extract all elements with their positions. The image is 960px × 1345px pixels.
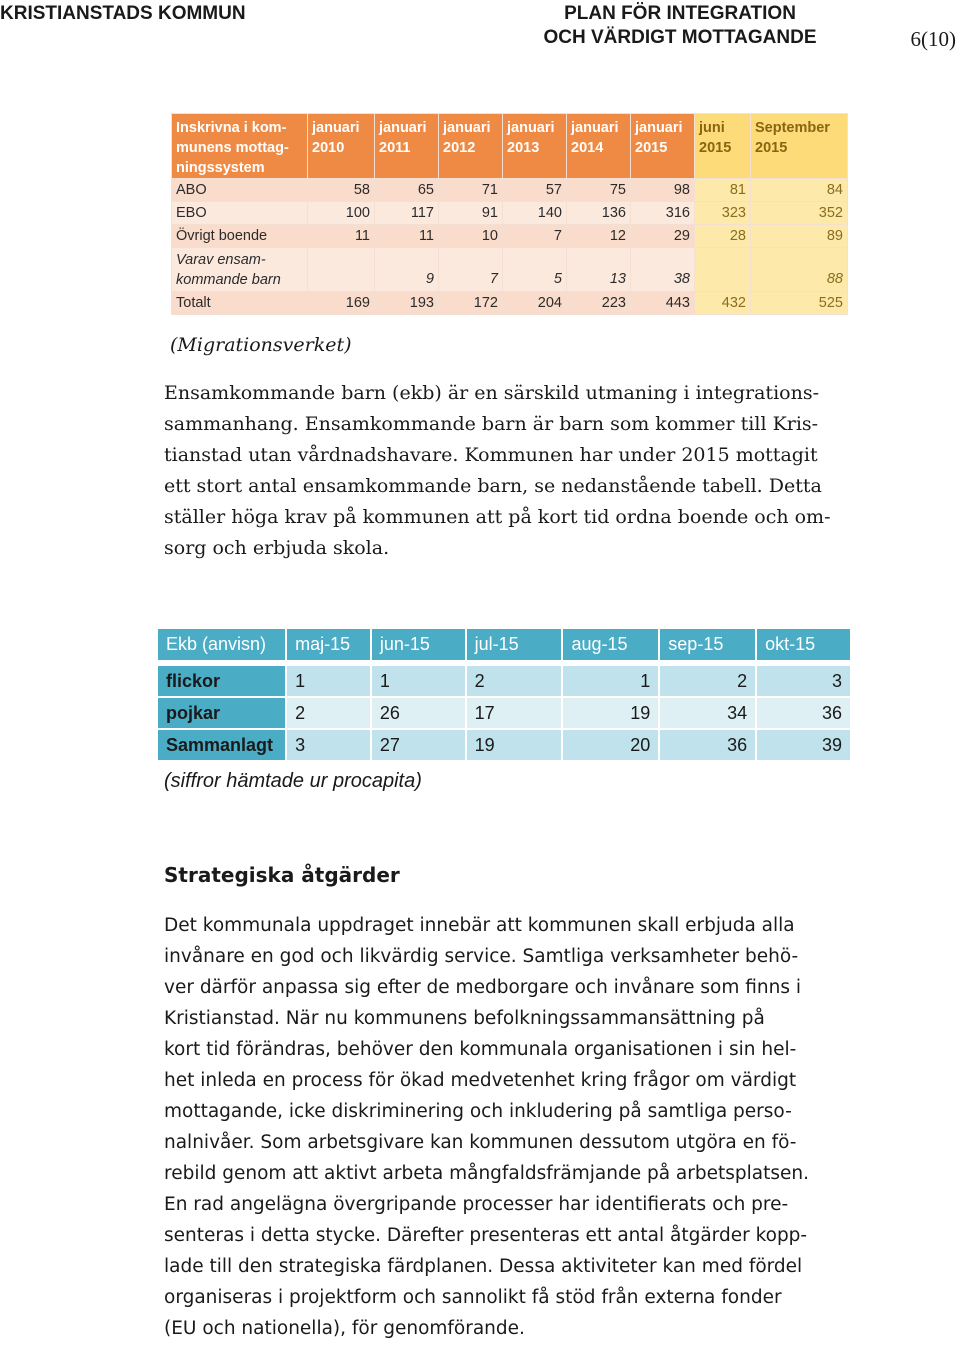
table-cell: 525	[751, 292, 848, 315]
text-line: rebild genom att aktivt arbeta mångfaldsfrämjande på arbetsplatsen.	[164, 1163, 809, 1184]
row-label: flickor	[158, 666, 285, 696]
header-title	[480, 2, 880, 50]
table-row	[172, 225, 848, 248]
table-cell: 193	[375, 292, 439, 315]
paragraph-ekb	[164, 378, 864, 564]
table-row	[172, 179, 848, 202]
ekb-table	[156, 627, 852, 762]
text-line: (EU och nationella), för genomförande.	[164, 1318, 525, 1339]
text-line: lade till den strategiska färdplanen. Dessa aktiviteter kan med fördel	[164, 1256, 803, 1277]
table-cell: 20	[563, 730, 658, 760]
column-header: Ekb (anvisn)	[158, 629, 285, 660]
text-line: senteras i detta stycke. Därefter presenteras ett antal åtgärder kopp-	[164, 1225, 808, 1246]
table-cell: 13	[567, 248, 631, 292]
table-cell: 136	[567, 202, 631, 225]
table-cell: 65	[375, 179, 439, 202]
header-organization: KRISTIANSTADS KOMMUN	[0, 3, 246, 24]
migration-table-header	[172, 114, 848, 179]
table-cell: 71	[439, 179, 503, 202]
column-header: okt-15	[757, 629, 850, 660]
table-cell: 84	[751, 179, 848, 202]
table-cell: 27	[372, 730, 465, 760]
text-line: invånare en god och likvärdig service. Samtliga verksamheter behö-	[164, 946, 799, 967]
table-cell: 316	[631, 202, 695, 225]
table-cell: 11	[308, 225, 375, 248]
table-cell: 7	[503, 225, 567, 248]
table-cell: 58	[308, 179, 375, 202]
text-line: ver därför anpassa sig efter de medborgare och invånare som finns i	[164, 977, 801, 998]
column-header: januari 2012	[439, 114, 503, 179]
table-cell: 38	[631, 248, 695, 292]
table-cell: 28	[695, 225, 751, 248]
table-cell: 26	[372, 698, 465, 728]
table-cell	[695, 248, 751, 292]
table-cell: 100	[308, 202, 375, 225]
text-line: het inleda en process för ökad medvetenhet kring frågor om värdigt	[164, 1070, 797, 1091]
text-line: tianstad utan vårdnadshavare. Kommunen har under 2015 mottagit	[164, 444, 818, 466]
text-line: Ensamkommande barn (ekb) är en särskild utmaning i integrations-	[164, 382, 819, 404]
column-header: jul-15	[467, 629, 562, 660]
text-line: organiseras i projektform och sannolikt få stöd från externa fonder	[164, 1287, 782, 1308]
table-cell: 75	[567, 179, 631, 202]
column-header: januari 2010	[308, 114, 375, 179]
text-line: Det kommunala uppdraget innebär att kommunen skall erbjuda alla	[164, 915, 795, 936]
text-line: sorg och erbjuda skola.	[164, 537, 390, 559]
row-label: Varav ensam- kommande barn	[172, 248, 308, 292]
column-header: januari 2014	[567, 114, 631, 179]
page-number: 6(10)	[910, 27, 956, 51]
table-cell: 1	[372, 666, 465, 696]
text-line: sammanhang. Ensamkommande barn är barn som kommer till Kris-	[164, 413, 819, 435]
column-header: aug-15	[563, 629, 658, 660]
row-label: Sammanlagt	[158, 730, 285, 760]
text-line: ställer höga krav på kommunen att på kort tid ordna boende och om-	[164, 506, 831, 528]
table-cell: 432	[695, 292, 751, 315]
text-line: Kristianstad. När nu kommunens befolkningssammansättning på	[164, 1008, 765, 1029]
table-cell: 172	[439, 292, 503, 315]
ekb-table-header	[158, 629, 850, 660]
table-cell: 19	[467, 730, 562, 760]
table-cell: 7	[439, 248, 503, 292]
table-cell: 140	[503, 202, 567, 225]
table-cell: 443	[631, 292, 695, 315]
column-header: juni 2015	[695, 114, 751, 179]
table-cell: 1	[563, 666, 658, 696]
table-cell: 81	[695, 179, 751, 202]
column-header: maj-15	[287, 629, 370, 660]
table-cell: 91	[439, 202, 503, 225]
header-title-line1: PLAN FÖR INTEGRATION	[564, 3, 796, 24]
header-title-line2: OCH VÄRDIGT MOTTAGANDE	[543, 27, 817, 48]
table-cell: 11	[375, 225, 439, 248]
table-cell: 5	[503, 248, 567, 292]
table-cell: 17	[467, 698, 562, 728]
column-header: januari 2015	[631, 114, 695, 179]
table-cell: 352	[751, 202, 848, 225]
text-line: nalnivåer. Som arbetsgivare kan kommunen dessutom utgöra en fö-	[164, 1132, 797, 1153]
column-header: jun-15	[372, 629, 465, 660]
table-cell: 57	[503, 179, 567, 202]
text-line: ett stort antal ensamkommande barn, se nedanstående tabell. Detta	[164, 475, 822, 497]
migration-table	[171, 113, 847, 315]
table-cell: 36	[660, 730, 755, 760]
table-cell: 89	[751, 225, 848, 248]
table-cell: 169	[308, 292, 375, 315]
row-label: ABO	[172, 179, 308, 202]
table-cell: 2	[287, 698, 370, 728]
paragraph-strategic	[164, 910, 884, 1344]
table-cell: 1	[287, 666, 370, 696]
table-cell: 2	[660, 666, 755, 696]
table-cell: 2	[467, 666, 562, 696]
text-line: En rad angelägna övergripande processer har identifierats och pre-	[164, 1194, 789, 1215]
table-cell: 12	[567, 225, 631, 248]
column-header: sep-15	[660, 629, 755, 660]
table-cell: 29	[631, 225, 695, 248]
table-cell: 34	[660, 698, 755, 728]
corner-label-line: munens mottag-	[176, 140, 289, 156]
table-row	[172, 202, 848, 225]
table-row	[158, 666, 850, 696]
table-row	[158, 730, 850, 760]
table-cell: 9	[375, 248, 439, 292]
table-cell: 39	[757, 730, 850, 760]
source-caption-procapita: (siffror hämtade ur procapita)	[164, 770, 422, 792]
column-header: September 2015	[751, 114, 848, 179]
corner-label	[172, 114, 308, 179]
row-label: Totalt	[172, 292, 308, 315]
table-cell: 98	[631, 179, 695, 202]
row-label: EBO	[172, 202, 308, 225]
row-label: Övrigt boende	[172, 225, 308, 248]
table-cell: 19	[563, 698, 658, 728]
table-cell: 223	[567, 292, 631, 315]
table-cell: 117	[375, 202, 439, 225]
table-cell: 3	[757, 666, 850, 696]
source-caption-migrationsverket: (Migrationsverket)	[170, 334, 352, 356]
table-cell: 10	[439, 225, 503, 248]
row-label: pojkar	[158, 698, 285, 728]
table-row	[172, 248, 848, 292]
column-header: januari 2011	[375, 114, 439, 179]
corner-label-line: ningssystem	[176, 160, 265, 176]
table-row	[172, 292, 848, 315]
table-cell: 36	[757, 698, 850, 728]
table-cell: 323	[695, 202, 751, 225]
text-line: kort tid förändras, behöver den kommunala organisationen i sin hel-	[164, 1039, 797, 1060]
column-header: januari 2013	[503, 114, 567, 179]
text-line: mottagande, icke diskriminering och inkludering på samtliga perso-	[164, 1101, 792, 1122]
table-cell	[308, 248, 375, 292]
table-cell: 88	[751, 248, 848, 292]
table-cell: 204	[503, 292, 567, 315]
section-heading: Strategiska åtgärder	[164, 863, 400, 887]
table-cell: 3	[287, 730, 370, 760]
table-row	[158, 698, 850, 728]
corner-label-line: Inskrivna i kom-	[176, 120, 287, 136]
